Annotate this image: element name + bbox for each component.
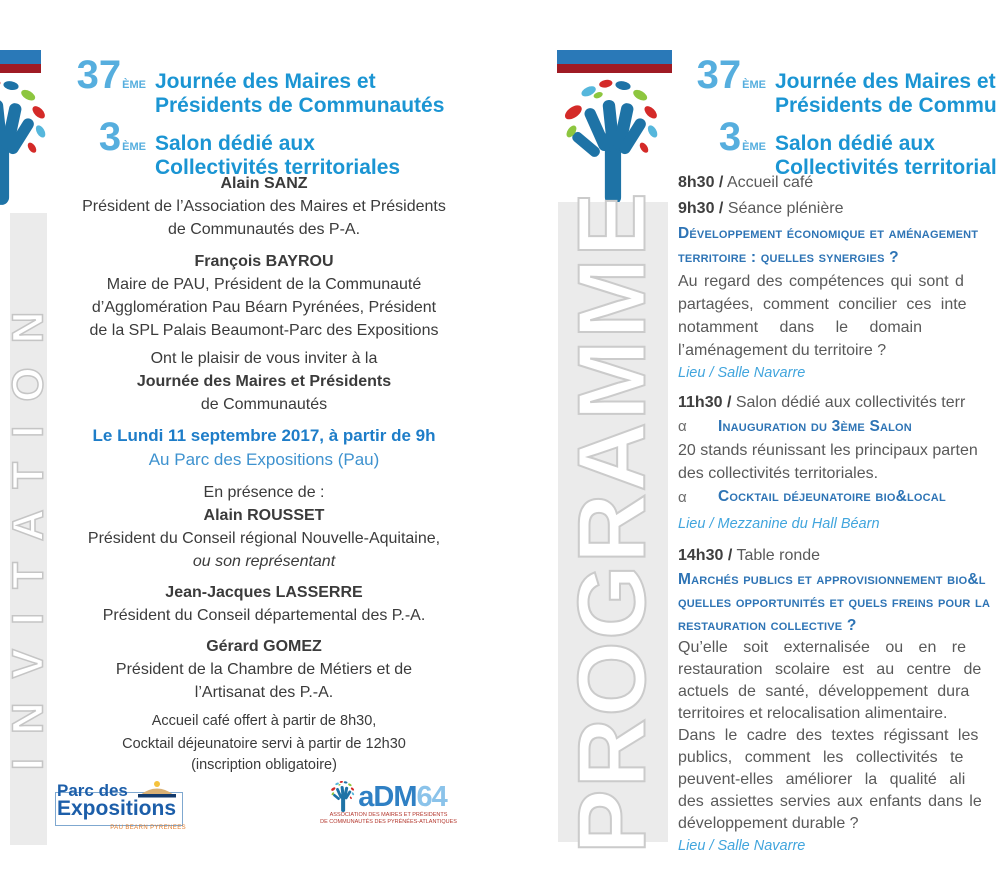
alpha-bullet: α bbox=[678, 489, 687, 506]
presence-line: En présence de : bbox=[203, 484, 325, 501]
footer-line: (inscription obligatoire) bbox=[191, 757, 337, 773]
host-block bbox=[50, 172, 478, 241]
session-paragraph: Qu’elle soit externalisée ou en re restauration scolaire est au centre de actuels de santé, développement dura territoires et relocalisation alimentaire. Dans le cadre des textes régissant les publics, comment les collectivités te peuvent-elles améliorer la qualité ali des assiettes servies aux enfants dans le développement durable ? bbox=[678, 639, 982, 832]
host-name: Alain SANZ bbox=[220, 175, 308, 192]
schedule-item: 14h30 / Table ronde bbox=[678, 547, 821, 564]
programme-banner: PROGRAMME bbox=[559, 190, 667, 854]
logo-subtitle: PAU BEARN PYRENEES bbox=[110, 825, 186, 831]
event-date: Le Lundi 11 septembre 2017, à partir de 9h bbox=[92, 426, 436, 445]
salon-title-block bbox=[84, 117, 400, 180]
exhibition-hall-icon bbox=[137, 780, 177, 798]
session-heading: restauration collective ? bbox=[678, 617, 857, 634]
salon-title: Salon dédié aux Collectivités territorial bbox=[775, 132, 997, 179]
adm64-logo-row bbox=[316, 780, 461, 812]
logo-text: aDM bbox=[358, 781, 417, 813]
host-block bbox=[50, 250, 478, 342]
footer-line: Accueil café offert à partir de 8h30, bbox=[151, 713, 377, 729]
invite-line: de Communautés bbox=[200, 396, 328, 413]
session-heading: Développement économique et aménagement bbox=[678, 225, 979, 242]
host-name: François BAYROU bbox=[194, 253, 334, 270]
role-line: l’Artisanat des P.-A. bbox=[194, 684, 334, 701]
role-line: Président de l’Association des Maires et Présidents bbox=[82, 198, 446, 215]
guest-name: Jean-Jacques LASSERRE bbox=[165, 584, 363, 601]
role-line: de la SPL Palais Beaumont-Parc des Expositions bbox=[89, 322, 439, 339]
invitation-banner: INVITATION bbox=[10, 213, 47, 845]
schedule-item: 8h30 / Accueil café bbox=[678, 174, 814, 191]
tree-hand-logo-icon bbox=[560, 76, 665, 205]
invitation-body bbox=[50, 172, 478, 775]
logo-red-bar bbox=[557, 64, 672, 73]
adm64-logo bbox=[316, 780, 461, 840]
role-note: ou son représentant bbox=[192, 553, 336, 570]
schedule-item: 11h30 / Salon dédié aux collectivités terr bbox=[678, 394, 966, 411]
role-line: Président de la Chambre de Métiers et de bbox=[115, 661, 413, 678]
edition-number: 37 ÈME bbox=[696, 53, 766, 97]
salon-event: α Inauguration du 3ème Salon bbox=[678, 415, 1000, 439]
parc-expositions-logo bbox=[55, 782, 190, 840]
salon-event: α Cocktail déjeunatoire bio&local bbox=[678, 485, 1000, 511]
event-venue: Au Parc des Expositions (Pau) bbox=[148, 450, 380, 469]
schedule-item: 9h30 / Séance plénière bbox=[678, 200, 844, 217]
salon-number: 3 ÈME bbox=[98, 115, 146, 159]
date-block bbox=[50, 424, 478, 471]
session-heading: Marchés publics et approvisionnement bio&l bbox=[678, 571, 986, 588]
session-paragraph: 20 stands réunissant les principaux parten des collectivités territoriales. bbox=[678, 442, 978, 482]
location-line: Lieu / Salle Navarre bbox=[678, 365, 806, 381]
event-title-block bbox=[76, 53, 445, 118]
tree-hand-logo-icon bbox=[330, 780, 356, 812]
footer-line: Cocktail déjeunatoire servi à partir de 12h30 bbox=[122, 736, 406, 752]
footer-block bbox=[50, 710, 478, 775]
guest-block bbox=[50, 504, 478, 573]
salon-number: 3 ÈME bbox=[718, 115, 766, 159]
invite-block bbox=[50, 347, 478, 416]
invite-line: Journée des Maires et Présidents bbox=[136, 373, 392, 390]
location-line: Lieu / Salle Navarre bbox=[678, 838, 806, 854]
event-title-block bbox=[696, 53, 997, 118]
event-title: Journée des Maires et Présidents de Communautés bbox=[155, 70, 445, 117]
guest-name: Alain ROUSSET bbox=[203, 507, 325, 524]
session-heading: quelles opportunités et quels freins pour la bbox=[678, 594, 991, 611]
logo-blue-bar bbox=[557, 50, 672, 64]
edition-number: 37 ÈME bbox=[76, 53, 146, 97]
logo-subtitle: DE COMMUNAUTÉS DES PYRÉNÉES-ATLANTIQUES bbox=[320, 819, 457, 825]
location-line: Lieu / Mezzanine du Hall Béarn bbox=[678, 516, 880, 532]
alpha-bullet: α bbox=[678, 418, 687, 435]
tree-hand-logo-icon bbox=[0, 76, 53, 205]
logo-text: Expositions bbox=[57, 797, 177, 820]
invite-line: Ont le plaisir de vous inviter à la bbox=[150, 350, 378, 367]
role-line: d’Agglomération Pau Béarn Pyrénées, Président bbox=[91, 299, 437, 316]
guest-block bbox=[50, 635, 478, 704]
logo-number: 64 bbox=[416, 781, 447, 813]
programme-body bbox=[678, 170, 1000, 857]
role-line: Maire de PAU, Président de la Communauté bbox=[106, 276, 422, 293]
session-paragraph: Au regard des compétences qui sont d partagées, comment concilier ces inte notamment dans le domain l’aménagement du territoire ? bbox=[678, 273, 967, 359]
session-heading: territoire : quelles synergies ? bbox=[678, 249, 899, 266]
role-line: de Communautés des P-A. bbox=[167, 221, 361, 238]
role-line: Président du Conseil régional Nouvelle-Aquitaine, bbox=[87, 530, 441, 547]
role-line: Président du Conseil départemental des P.-A. bbox=[102, 607, 426, 624]
guest-block bbox=[50, 581, 478, 627]
salon-title: Salon dédié aux Collectivités territoriales bbox=[155, 132, 401, 179]
logo-text: Parc des bbox=[57, 781, 128, 800]
logo-blue-bar bbox=[0, 50, 41, 64]
logo-red-bar bbox=[0, 64, 41, 73]
event-title: Journée des Maires et Présidents de Commu bbox=[775, 70, 997, 117]
logo-subtitle: ASSOCIATION DES MAIRES ET PRÉSIDENTS bbox=[329, 812, 448, 818]
guest-name: Gérard GOMEZ bbox=[206, 638, 322, 655]
